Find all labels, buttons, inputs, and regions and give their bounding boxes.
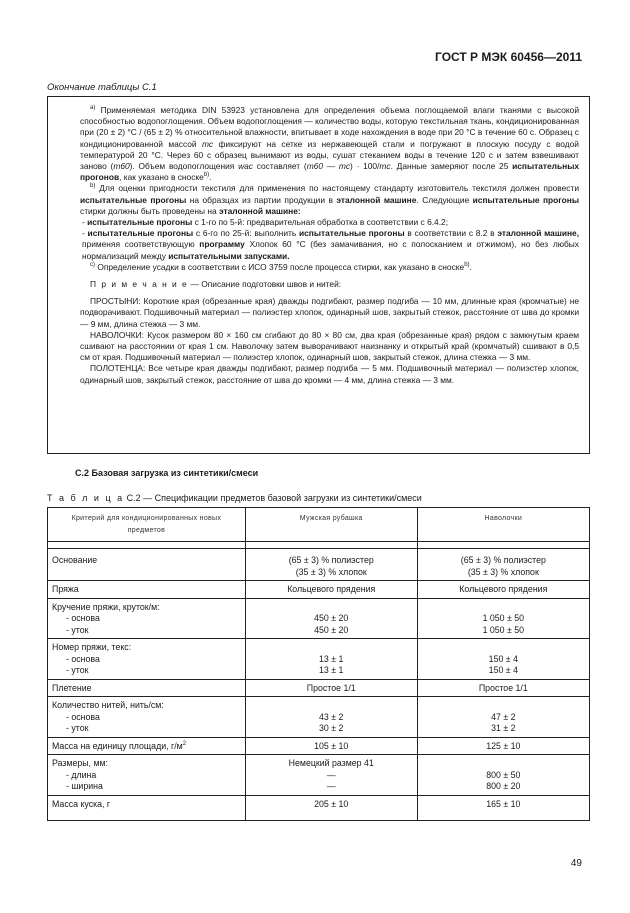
note-pillowcases: НАВОЛОЧКИ: Кусок размером 80 × 160 см сгибают до 80 × 80 см, два края (обрезанные края) рядом с замкнутым краем сшивают на расстоянии от края 1 см. Наволочку затем выворачивают наизнанку и открытый край (кромчатый) сшивают в 0,5 см от края. Подшивочный материал — полиэстер хлопок, одинарный шов, закрытый стежок, длина стежка — 3 мм.	[80, 329, 579, 363]
note-towels: ПОЛОТЕНЦА: Все четыре края дважды подгибают, размер подгиба — 5 мм. Подшивочный материал — полиэстер хлопок, одинарный шов, закрытый стежок, расстояние от шва до кромки — 4 мм, длина стежка — 3 мм.	[80, 363, 579, 385]
table-row: Пряжа Кольцевого прядения Кольцевого прядения	[48, 581, 590, 599]
table-caption: Т а б л и ц а С.2 — Спецификации предметов базовой загрузки из синтетики/смеси	[47, 493, 422, 503]
table-row: Масса куска, г 205 ± 10 165 ± 10	[48, 795, 590, 821]
header-criterion: Критерий для кондиционированных новых предметов	[48, 508, 246, 542]
section-title: С.2 Базовая загрузка из синтетики/смеси	[75, 468, 259, 478]
table-row: Плетение Простое 1/1 Простое 1/1	[48, 679, 590, 697]
header-shirt: Мужская рубашка	[245, 508, 417, 542]
table-c1-footnotes	[47, 96, 590, 454]
table-row: Основание (65 ± 3) % полиэстер (35 ± 3) % хлопок (65 ± 3) % полиэстер (35 ± 3) % хлопок	[48, 549, 590, 581]
table-header-row	[48, 508, 590, 542]
footnote-b-item-1: - испытательные прогоны с 1-го по 5-й: предварительная обработка в соответствии с 6.4.2;	[82, 217, 449, 228]
table-row: Масса на единицу площади, $г/м^2$ 105 ± 10 125 ± 10	[48, 737, 590, 755]
footnote-a: $^{a)}$ Применяемая методика DIN 53923 установлена для определения объема поглощаемой влаги тканями с высокой способностью водопоглощения. Объем водопоглощения — количество воды, которую текстильная ткань, кондиционированная при (20 ± 2) °С / (65 ± 2) % относительной влажности, впитывает в ходе нахождения в воде при 20 °С в течение 60 с. Образец с кондиционированной массой mc фиксируют на сетке из нержавеющей стали и погружают в плоскую посуду с водой температурой 20 °С. Через 60 с образец вынимают из воды, сушат стеканием воды в течение 120 с и затем взвешивают заново (m60). Объем водопоглощения wac составляет (m60 — mc) · 100/mc. Данные замеряют после 25 испытательных прогонов, как указано в сноске$^{b)}$.	[80, 105, 579, 183]
spec-table	[47, 507, 590, 821]
table-row: Кручение пряжи, круток/м: - основа - уток 450 ± 20 450 ± 20 1 050 ± 50 1 050 ± 50	[48, 598, 590, 639]
note-heading: П р и м е ч а н и е — Описание подготовки швов и нитей:	[90, 279, 342, 290]
table-row: Размеры, мм: - длина - ширина Немецкий размер 41 — — 800 ± 50 800 ± 20	[48, 755, 590, 796]
table-row: Количество нитей, нить/см: - основа - уток 43 ± 2 30 ± 2 47 ± 2 31 ± 2	[48, 697, 590, 738]
table-row: Номер пряжи, текс: - основа - уток 13 ± 1 13 ± 1 150 ± 4 150 ± 4	[48, 639, 590, 680]
footnote-b-item-2: - испытательные прогоны с 6-го по 25-й: выполнить испытательные прогоны в соответствии с 8.2 в эталонной машине, применяя соответствующую программу Хлопок 60 °С (без замачивания, но с полосканием и отжимом), но без любых нормализаций между испытательными запусками.	[82, 228, 580, 261]
header-pillowcase: Наволочки	[417, 508, 589, 542]
standard-header: ГОСТ Р МЭК 60456—2011	[435, 50, 582, 64]
footnote-c: $^{c)}$ Определение усадки в соответствии с ИСО 3759 после процесса стирки, как указано в сноске$^{b)}$.	[90, 261, 472, 272]
footnote-b: $^{b)}$ Для оценки пригодности текстиля для применения по настоящему стандарту изготовитель текстиля должен провести испытательные прогоны на образцах из партии продукции в эталонной машине. Следующие испытательные прогоны стирки должны быть проведены на эталонной машине:	[80, 183, 580, 216]
note-sheets: ПРОСТЫНИ: Короткие края (обрезанные края) дважды подгибают, размер подгиба — 10 мм, длинные края (кромчатые) не подворачивают. Подшивочный материал — полиэстер хлопок, одинарный шов, закрытый стежок, расстояние от шва до кромки — 9 мм, длина стежка — 3 мм.	[80, 296, 579, 329]
table-continuation-label: Окончание таблицы С.1	[47, 82, 157, 93]
table-gap-row	[48, 542, 590, 549]
page-number: 49	[570, 858, 582, 869]
